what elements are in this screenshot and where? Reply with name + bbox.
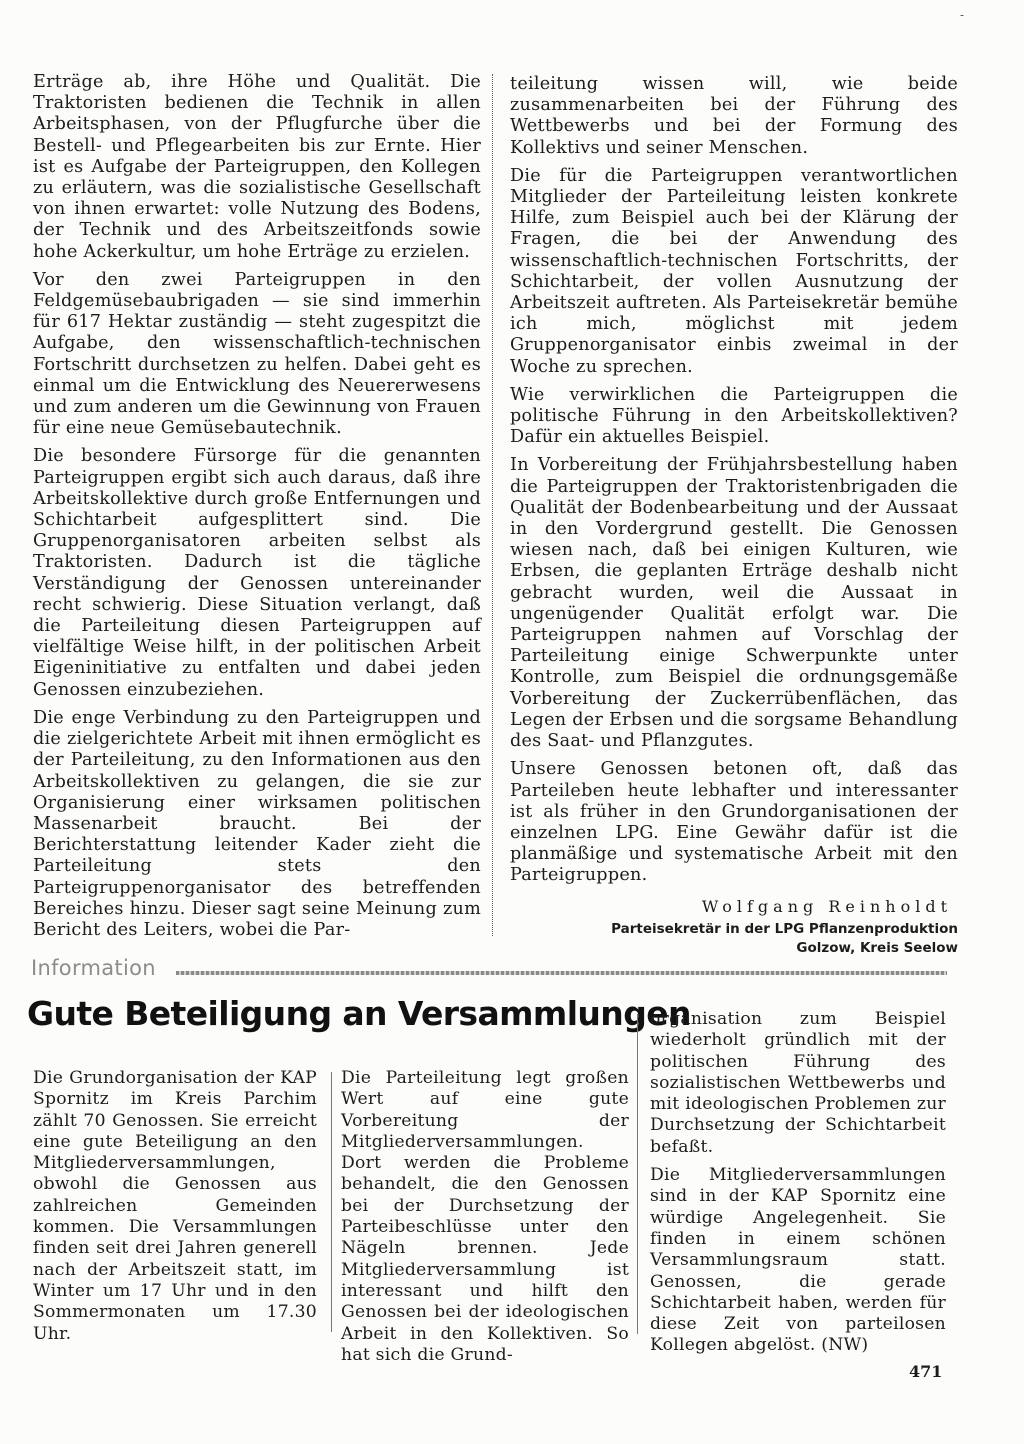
page-number: 471 [909, 1362, 943, 1381]
article-top-column-2 [510, 74, 958, 958]
author-location: Golzow, Kreis Seelow [796, 939, 958, 956]
paragraph: Die enge Verbindung zu den Parteigruppen und die zielgerichtete Arbeit mit ihnen ermöglicht es der Parteileitung, zu den Informationen aus den Arbeitskollektiven zu gelangen, die sie zur Organisierung einer wirksamen politischen Massenarbeit braucht. Bei der Berichterstattung leitender Kader zieht die Parteileitung stets den Parteigruppenorganisator des betreffenden Bereiches hinzu. Dieser sagt seine Meinung zum Bericht des Leiters, wobei die Par- [33, 707, 481, 940]
article-headline: Gute Beteiligung an Versammlungen [27, 994, 691, 1033]
column-divider [637, 1014, 639, 1334]
article-bottom-column-2 [341, 1068, 629, 1373]
paragraph: Die Parteileitung legt großen Wert auf eine gute Vorbereitung der Mitgliederversammlungen. Dort werden die Probleme behandelt, die den Genossen bei der Durchsetzung der Parteibeschlüsse unter den Nägeln brennen. Jede Mitgliederversammlung ist interessant und hilft den Genossen bei der ideologischen Arbeit in den Kollektiven. So hat sich die Grund- [341, 1068, 629, 1365]
section-rule [176, 971, 947, 975]
column-divider [492, 74, 494, 936]
author-name: Wolfgang Reinholdt [701, 896, 952, 916]
paragraph: Wie verwirklichen die Parteigruppen die politische Führung in den Arbeitskollektiven? Dafür ein aktuelles Beispiel. [510, 384, 958, 448]
section-label: Information [31, 956, 156, 980]
section-header [31, 956, 947, 982]
paragraph: Unsere Genossen betonen oft, daß das Parteileben heute lebhafter und interessanter ist als früher in den Grundorganisationen der einzelnen LPG. Eine Gewähr dafür ist die planmäßige und systematische Arbeit mit den Parteigruppen. [510, 759, 958, 886]
paragraph: In Vorbereitung der Frühjahrsbestellung haben die Parteigruppen der Traktoristenbrigaden die Qualität der Bodenbearbeitung und der Aussaat in den Vordergrund gestellt. Die Genossen wiesen nach, daß bei einigen Kulturen, wie Erbsen, die geplanten Erträge deshalb nicht gebracht wurden, weil die Aussaat in ungenügender Qualität erfolgt war. Die Parteigruppen nahmen auf Vorschlag der Parteileitung einige Schwerpunkte unter Kontrolle, zum Beispiel die ordnungsgemäße Vorbereitung der Zuckerrübenflächen, das Legen der Erbsen und die sorgsame Behandlung des Saat- und Pflanzgutes. [510, 455, 958, 752]
paragraph: organisation zum Beispiel wiederholt gründlich mit der politischen Führung des sozialistischen Wettbewerbs und mit ideologischen Problemen zur Durchsetzung der Schichtarbeit befaßt. [650, 1009, 946, 1157]
column-divider [331, 1072, 333, 1332]
paragraph: Erträge ab, ihre Höhe und Qualität. Die Traktoristen bedienen die Technik in allen Arbeitsphasen, von der Pflugfurche über die Bestell- und Pflegearbeiten bis zur Ernte. Hier ist es Aufgabe der Parteigruppen, den Kollegen zu erläutern, was die sozialistische Gesellschaft von ihnen erwartet: volle Nutzung des Bodens, der Technik und des Arbeitszeitfonds sowie hohe Ackerkultur, um hohe Erträge zu erzielen. [33, 72, 481, 262]
edge-mark: - [960, 8, 965, 22]
author-role: Parteisekretär in der LPG Pflanzenproduktion [611, 920, 958, 937]
paragraph: Die für die Parteigruppen verantwortlichen Mitglieder der Parteileitung leisten konkrete Hilfe, zum Beispiel auch bei der Klärung der Fragen, die bei der Anwendung des wissenschaftlich-technischen Fortschritts, der Schichtarbeit, der vollen Ausnutzung der Arbeitszeit auftreten. Als Parteisekretär bemühe ich mich, möglichst mit jedem Gruppenorganisator einbis zweimal in der Woche zu sprechen. [510, 165, 958, 377]
paragraph: teileitung wissen will, wie beide zusammenarbeiten bei der Führung des Wettbewerbs und bei der Formung des Kollektivs und seiner Menschen. [510, 74, 958, 158]
paragraph: Die Mitgliederversammlungen sind in der KAP Spornitz eine würdige Angelegenheit. Sie finden in einem schönen Versammlungsraum statt. Genossen, die gerade Schichtarbeit haben, werden für diese Zeit von parteilosen Kollegen abgelöst. (NW) [650, 1165, 946, 1356]
article-bottom-column-1 [33, 1068, 317, 1352]
paragraph: Die besondere Fürsorge für die genannten Parteigruppen ergibt sich auch daraus, daß ihre Arbeitskollektive durch große Entfernungen und Schichtarbeit aufgesplittert sind. Die Gruppenorganisatoren arbeiten selbst als Traktoristen. Dadurch ist die tägliche Verständigung der Genossen untereinander recht schwierig. Diese Situation verlangt, daß die Parteileitung diesen Parteigruppen auf vielfältige Weise hilft, in der politischen Arbeit Eigeninitiative zu entfalten und dabei jeden Genossen einzubeziehen. [33, 446, 481, 700]
paragraph: Die Grundorganisation der KAP Spornitz im Kreis Parchim zählt 70 Genossen. Sie erreicht eine gute Beteiligung an den Mitgliederversammlungen, obwohl die Genossen aus zahlreichen Gemeinden kommen. Die Versammlungen finden seit drei Jahren generell nach der Arbeitszeit statt, im Winter um 17 Uhr und in den Sommermonaten um 17.30 Uhr. [33, 1068, 317, 1344]
paragraph: Vor den zwei Parteigruppen in den Feldgemüsebaubrigaden — sie sind immerhin für 617 Hektar zuständig — steht zugespitzt die Aufgabe, den wissenschaftlich-technischen Fortschritt durchsetzen zu helfen. Dabei geht es einmal um die Entwicklung des Neuererwesens und zum anderen um die Gewinnung von Frauen für eine neue Gemüsebautechnik. [33, 269, 481, 439]
article-top-column-1 [33, 72, 481, 948]
article-bottom-column-3 [650, 1009, 946, 1364]
